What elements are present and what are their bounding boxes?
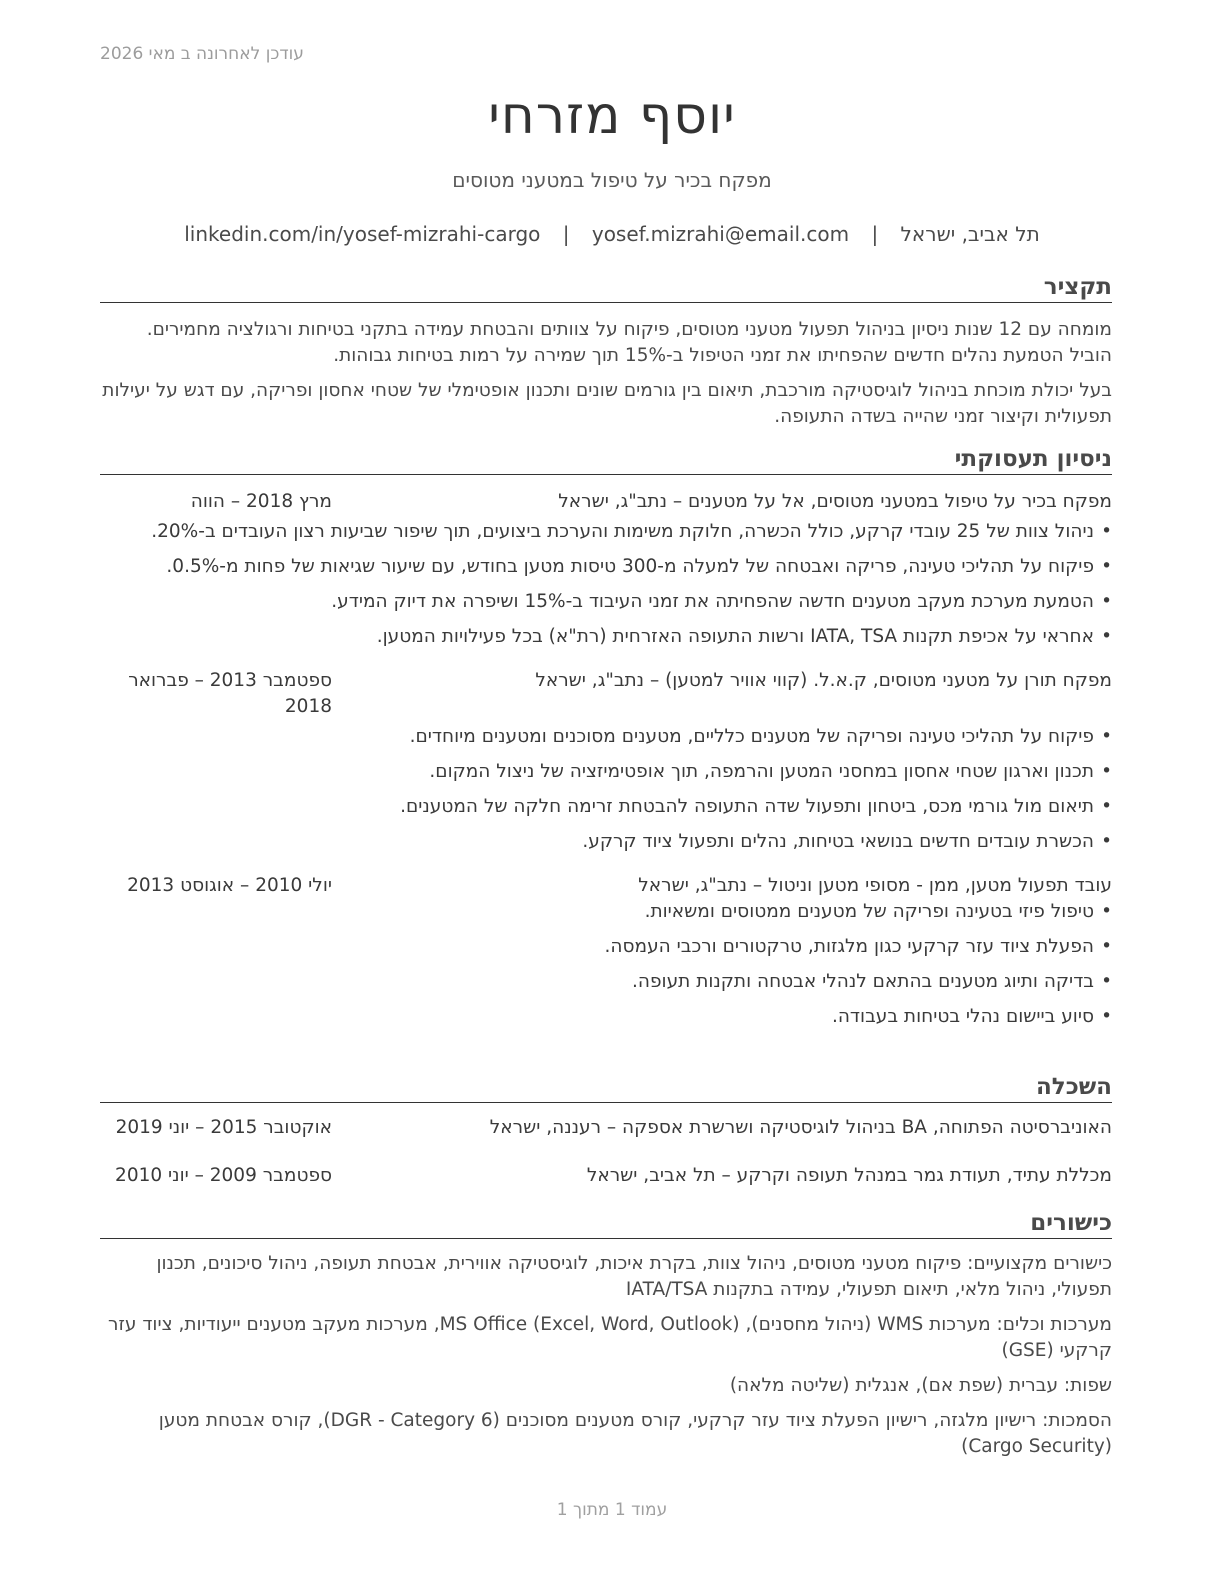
experience-section <box>100 446 1112 1039</box>
email-link[interactable]: yosef.mizrahi@email.com <box>591 222 850 246</box>
job-dates: יולי 2010 – אוגוסט 2013 <box>127 875 332 896</box>
skills-heading: כישורים <box>100 1210 1112 1239</box>
job-bullet: • טיפול פיזי בטעינה ופריקה של מטענים ממטוסים ומשאיות. <box>100 899 1112 925</box>
job-entry <box>100 873 1112 1030</box>
page-number: עמוד 1 מתוך 1 <box>556 1500 668 1520</box>
skills-line: מערכות וכלים: מערכות WMS (ניהול מחסנים), MS Office (Excel, Word, Outlook), מערכות מעקב מטענים ייעודיות, ציוד עזר קרקעי (GSE) <box>108 1314 1112 1361</box>
separator: | <box>562 222 570 246</box>
job-title: עובד תפעול מטען, ממן - מסופי מטען וניטול – נתב"ג, ישראל <box>638 875 1112 896</box>
education-entry <box>100 1115 1112 1141</box>
skills-section <box>100 1210 1112 1460</box>
experience-heading: ניסיון תעסוקתי <box>100 446 1112 475</box>
education-dates: ספטמבר 2009 – יוני 2010 <box>115 1165 332 1186</box>
education-section <box>100 1074 1112 1189</box>
job-entry <box>100 668 1112 855</box>
summary-paragraph: בעל יכולת מוכחת בניהול לוגיסטיקה מורכבת, תיאום בין גורמים שונים ותכנון אופטימלי של שטחי אחסון ופריקה, עם דגש על יעילות תפעולית וקיצור זמני שהייה בשדה התעופה. <box>102 380 1112 427</box>
job-bullet: • פיקוח על תהליכי טעינה ופריקה של מטענים כלליים, מטענים מסוכנים ומטענים מיוחדים. <box>100 724 1112 750</box>
job-bullet: • תכנון וארגון שטחי אחסון במחסני המטען והרמפה, תוך אופטימיזציה של ניצול המקום. <box>100 759 1112 785</box>
skills-line: שפות: עברית (שפת אם), אנגלית (שליטה מלאה) <box>729 1375 1112 1396</box>
location: תל אביב, ישראל <box>900 222 1040 246</box>
job-title: מפקח בכיר על טיפול במטעני מטוסים, אל על מטענים – נתב"ג, ישראל <box>558 491 1112 512</box>
skills-line: הסמכות: רישיון מלגזה, רישיון הפעלת ציוד עזר קרקעי, קורס מטענים מסוכנים (DGR - Category 6), קורס אבטחת מטען (Cargo Security) <box>158 1410 1112 1457</box>
job-entry <box>100 489 1112 650</box>
job-bullet: • הכשרת עובדים חדשים בנושאי בטיחות, נהלים ותפעול ציוד קרקע. <box>100 829 1112 855</box>
last-updated: עודכן לאחרונה ב מאי 2026 <box>100 44 304 64</box>
summary-section <box>100 274 1112 430</box>
candidate-title: מפקח בכיר על טיפול במטעני מטוסים <box>452 168 772 192</box>
separator: | <box>871 222 879 246</box>
education-text: האוניברסיטה הפתוחה, BA בניהול לוגיסטיקה ושרשרת אספקה – רעננה, ישראל <box>489 1117 1112 1138</box>
job-bullet: • תיאום מול גורמי מכס, ביטחון ותפעול שדה התעופה להבטחת זרימה חלקה של המטענים. <box>100 794 1112 820</box>
job-dates: מרץ 2018 – הווה <box>190 491 332 512</box>
job-bullet: • פיקוח על תהליכי טעינה, פריקה ואבטחה של למעלה מ-300 טיסות מטען בחודש, עם שיעור שגיאות של פחות מ-0.5%. <box>100 554 1112 580</box>
candidate-name: יוסף מזרחי <box>488 86 736 146</box>
summary-paragraph: מומחה עם 12 שנות ניסיון בניהול תפעול מטעני מטוסים, פיקוח על צוותים והבטחת עמידה בתקני בטיחות ורגולציה מחמירים. הוביל הטמעת נהלים חדשים שהפחיתו את זמני הטיפול ב-15% תוך שמירה על רמות בטיחות גבוהות. <box>146 319 1112 366</box>
job-bullet: • הטמעת מערכת מעקב מטענים חדשה שהפחיתה את זמני העיבוד ב-15% ושיפרה את דיוק המידע. <box>100 589 1112 615</box>
linkedin-link[interactable]: linkedin.com/in/yosef-mizrahi-cargo <box>184 222 541 246</box>
job-bullet: • סיוע ביישום נהלי בטיחות בעבודה. <box>100 1004 1112 1030</box>
job-bullet: • בדיקה ותיוג מטענים בהתאם לנהלי אבטחה ותקנות תעופה. <box>100 969 1112 995</box>
job-bullet: • אחראי על אכיפת תקנות IATA, TSA ורשות התעופה האזרחית (רת"א) בכל פעילויות המטען. <box>100 624 1112 650</box>
job-bullet: • הפעלת ציוד עזר קרקעי כגון מלגזות, טרקטורים ורכבי העמסה. <box>100 934 1112 960</box>
contact-line <box>0 222 1224 246</box>
skills-line: כישורים מקצועיים: פיקוח מטעני מטוסים, ניהול צוות, בקרת איכות, לוגיסטיקה אווירית, אבטחת תעופה, ניהול סיכונים, תכנון תפעולי, ניהול מלאי, תיאום תפעולי, עמידה בתקנות IATA/TSA <box>156 1253 1112 1300</box>
education-entry <box>100 1163 1112 1189</box>
job-title: מפקח תורן על מטעני מטוסים, ק.א.ל. (קווי אוויר למטען) – נתב"ג, ישראל <box>535 670 1112 691</box>
job-bullet: • ניהול צוות של 25 עובדי קרקע, כולל הכשרה, חלוקת משימות והערכת ביצועים, תוך שיפור שביעות רצון העובדים ב-20%. <box>100 519 1112 545</box>
education-dates: אוקטובר 2015 – יוני 2019 <box>115 1117 332 1138</box>
job-dates: ספטמבר 2013 – פברואר 2018 <box>128 670 332 717</box>
education-heading: השכלה <box>100 1074 1112 1103</box>
education-text: מכללת עתיד, תעודת גמר במנהל תעופה וקרקע – תל אביב, ישראל <box>586 1165 1112 1186</box>
summary-heading: תקציר <box>100 274 1112 303</box>
